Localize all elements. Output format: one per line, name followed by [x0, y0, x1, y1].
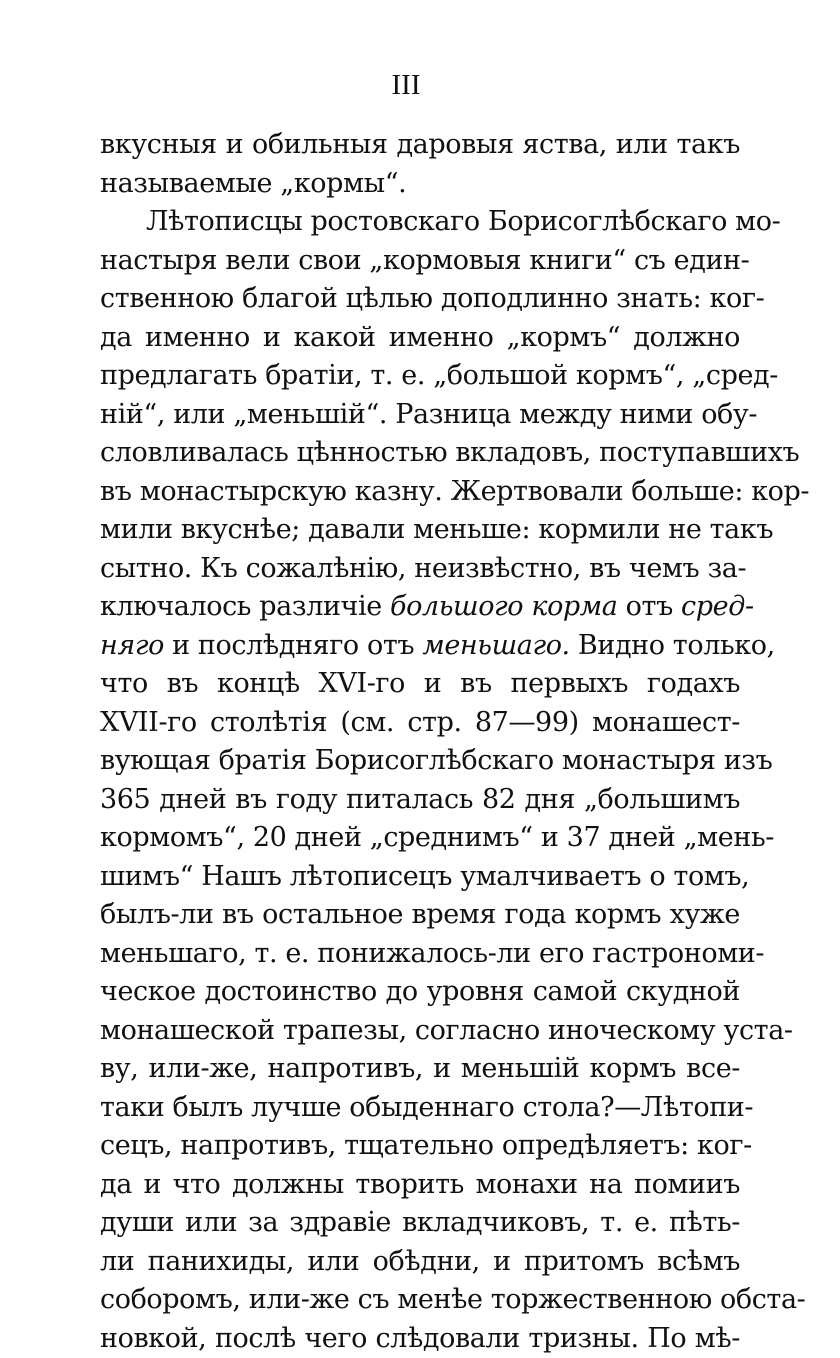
text-line-mixed	[100, 627, 740, 666]
text-line: ли панихиды, или обѣдни, и притомъ всѣмъ	[100, 1243, 740, 1282]
italic-term: меньшаго.	[422, 630, 569, 661]
text-line: ву, или-же, напротивъ, и меньшій кормъ все-	[100, 1050, 740, 1089]
text-line: меньшаго, т. е. понижалось-ли его гастрономи-	[100, 935, 740, 974]
text-line: вующая братія Борисоглѣбскаго монастыря изъ	[100, 742, 740, 781]
text-line: XVII-го столѣтія (см. стр. 87—99) монашест-	[100, 704, 740, 743]
text-line: кормомъ“, 20 дней „среднимъ“ и 37 дней „мень-	[100, 819, 740, 858]
text-line: монашеской трапезы, согласно иноческому уста-	[100, 1012, 740, 1051]
text-line: Лѣтописцы ростовскаго Борисоглѣбскаго мо-	[100, 203, 740, 242]
text-line: да и что должны творить монахи на помииъ	[100, 1166, 740, 1205]
text-line: словливалась цѣнностью вкладовъ, поступавшихъ	[100, 434, 740, 473]
text-line: ческое достоинство до уровня самой скудной	[100, 973, 740, 1012]
text-line: вкусныя и обильныя даровыя яства, или такъ	[100, 126, 740, 165]
text-line: ній“, или „меньшій“. Разница между ними обу-	[100, 396, 740, 435]
text-line: сытно. Къ сожалѣнію, неизвѣстно, въ чемъ за-	[100, 550, 740, 589]
text-line: ственною благой цѣлью доподлинно знать: ког-	[100, 280, 740, 319]
page-number: III	[0, 68, 826, 102]
text-line: соборомъ, или-же съ менѣе торжественною обста-	[100, 1281, 740, 1320]
text-line: былъ-ли въ остальное время года кормъ хуже	[100, 896, 740, 935]
text-run: ключалось различіе	[100, 591, 390, 622]
text-run: отъ	[618, 591, 682, 622]
text-line: въ монастырскую казну. Жертвовали больше: кор-	[100, 473, 740, 512]
text-line: мили вкуснѣе; давали меньше: кормили не такъ	[100, 511, 740, 550]
text-line: предлагать братіи, т. е. „большой кормъ“, „сред-	[100, 357, 740, 396]
text-line-mixed	[100, 588, 740, 627]
text-run: и послѣдняго отъ	[164, 630, 422, 661]
text-line: сецъ, напротивъ, тщательно опредѣляетъ: ког-	[100, 1127, 740, 1166]
page-text	[100, 126, 740, 1358]
text-line: 365 дней въ году питалась 82 дня „большимъ	[100, 781, 740, 820]
italic-term: няго	[100, 630, 164, 661]
text-line: настыря вели свои „кормовыя книги“ съ един-	[100, 242, 740, 281]
italic-term: сред-	[681, 591, 754, 622]
text-line: да именно и какой именно „кормъ“ должно	[100, 319, 740, 358]
text-line: что въ концѣ XVI-го и въ первыхъ годахъ	[100, 665, 740, 704]
text-run: Видно только,	[570, 630, 775, 661]
text-line: таки былъ лучше обыденнаго стола?—Лѣтопи-	[100, 1089, 740, 1128]
text-line: называемые „кормы“.	[100, 165, 740, 204]
italic-term: большого корма	[390, 591, 618, 622]
text-line: новкой, послѣ чего слѣдовали тризны. По мѣ-	[100, 1320, 740, 1358]
text-line: шимъ“ Нашъ лѣтописецъ умалчиваетъ о томъ,	[100, 858, 740, 897]
text-line: души или за здравіе вкладчиковъ, т. е. пѣть-	[100, 1204, 740, 1243]
